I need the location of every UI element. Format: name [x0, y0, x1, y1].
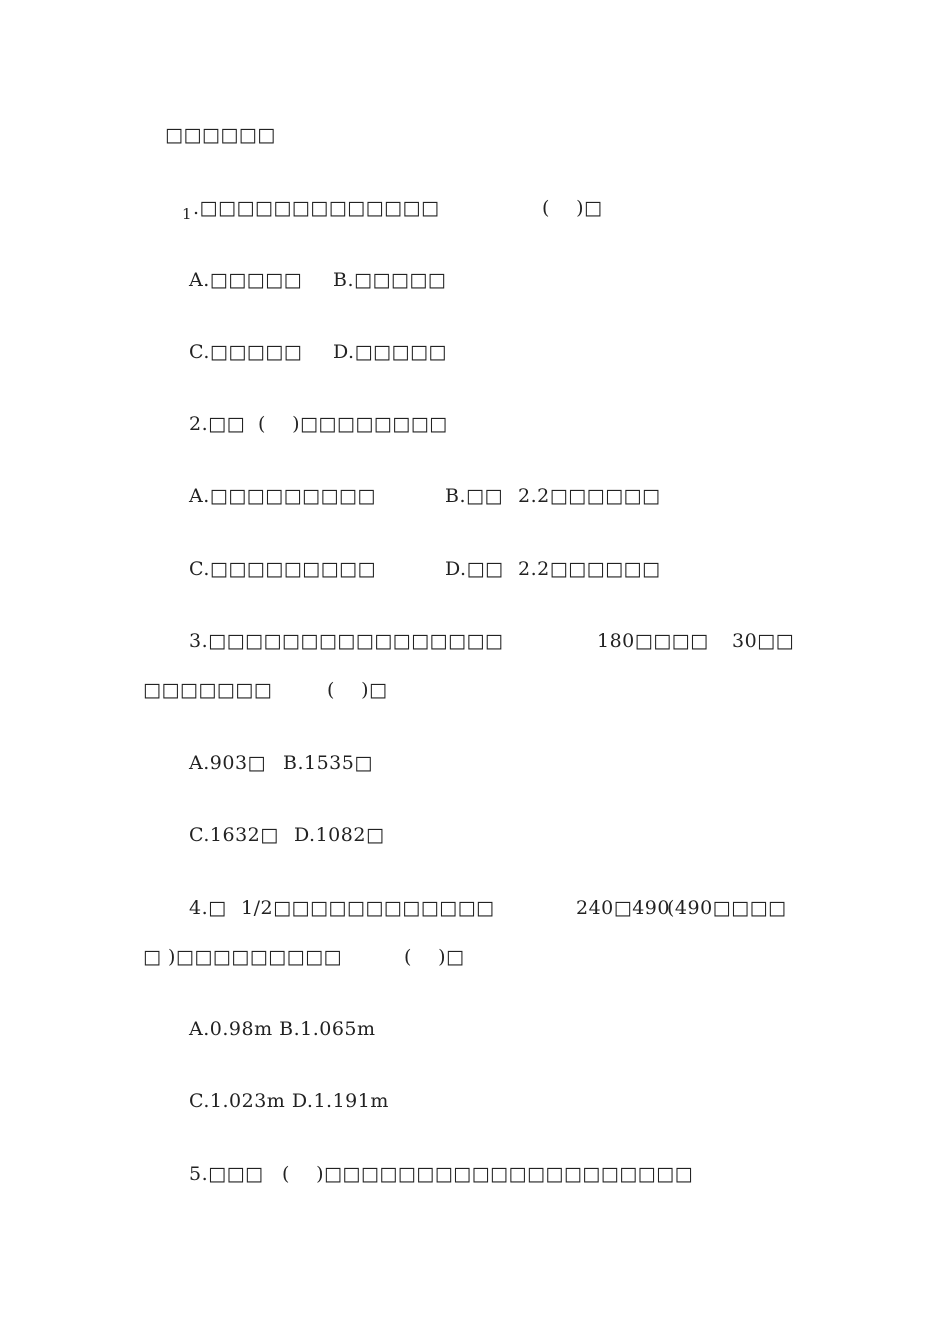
question-2-option-a: A.□□□□□□□□□: [189, 485, 376, 507]
question-2-option-c: C.□□□□□□□□□: [189, 558, 376, 580]
question-1-option-b: B.□□□□□: [333, 269, 447, 291]
question-2-option-b-prefix: B.□□: [445, 485, 503, 507]
question-4-stem: 4.□: [189, 897, 227, 919]
question-4-options-ab: A.0.98m B.1.065m: [189, 1018, 376, 1040]
question-1-option-a: A.□□□□□: [189, 269, 303, 291]
question-3-option-d: D.1082□: [294, 824, 385, 846]
question-3-option-a: A.903□: [189, 752, 266, 774]
question-3-value-1: 180□□□□: [597, 630, 709, 652]
question-3-blank: ( )□: [327, 679, 388, 701]
question-2-option-d-value: 2.2□□□□□□: [518, 558, 661, 580]
question-1-option-c: C.□□□□□: [189, 341, 303, 363]
question-4-paren: (490□□□□: [667, 897, 787, 919]
question-3-value-2: 30□□: [732, 630, 795, 652]
question-1-option-d: D.□□□□□: [333, 341, 447, 363]
section-title: □□□□□□: [165, 124, 276, 146]
question-4-stem-continued: □ )□□□□□□□□□: [143, 946, 342, 968]
question-4-fraction: 1/2□□□□□□□□□□□□: [241, 897, 495, 919]
question-4-blank: ( )□: [404, 946, 465, 968]
question-2-option-d-prefix: D.□□: [445, 558, 504, 580]
question-3-stem-continued: □□□□□□□: [143, 679, 273, 701]
question-2-blank: ( )□□□□□□□□: [258, 413, 448, 435]
question-1-number: 1: [182, 205, 193, 223]
question-2-option-b-value: 2.2□□□□□□: [518, 485, 661, 507]
question-1-stem: .□□□□□□□□□□□□□: [193, 197, 440, 219]
question-1-blank: ( )□: [542, 197, 603, 219]
question-3-option-c: C.1632□: [189, 824, 279, 846]
question-5-blank: ( )□□□□□□□□□□□□□□□□□□□□: [282, 1163, 694, 1185]
question-4-dimensions: 240□490: [576, 897, 670, 919]
question-3-stem: 3.□□□□□□□□□□□□□□□□: [189, 630, 504, 652]
question-2-stem: 2.□□: [189, 413, 246, 435]
question-5-stem: 5.□□□: [189, 1163, 264, 1185]
question-4-options-cd: C.1.023m D.1.191m: [189, 1090, 389, 1112]
question-3-option-b: B.1535□: [283, 752, 373, 774]
